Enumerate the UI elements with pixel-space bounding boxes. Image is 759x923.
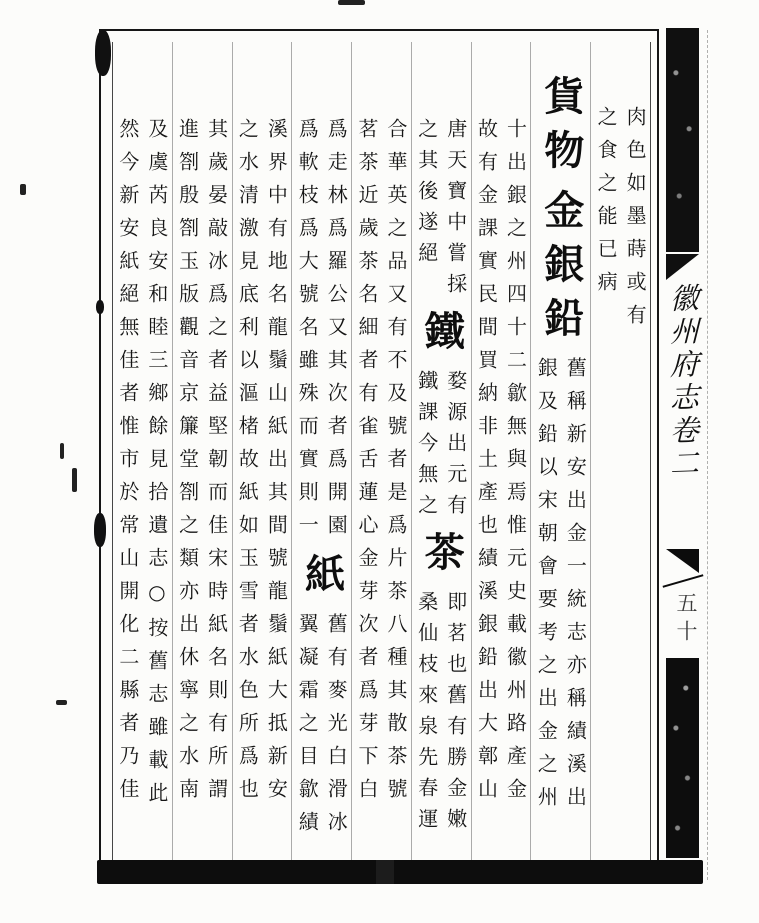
annotation-pair — [113, 118, 172, 815]
text-column — [411, 42, 471, 860]
fishtail-ornament-lower — [666, 549, 699, 573]
margin-rule-line — [707, 30, 708, 880]
text-column — [113, 42, 172, 860]
annotation-line-left: 鐵課今無之 — [414, 370, 439, 525]
bottom-border-band — [97, 860, 703, 884]
annotation-line-right: 肉色如墨蒔或有 — [623, 106, 648, 337]
annotation-pair — [292, 613, 351, 844]
text-column — [232, 42, 292, 860]
annotation-line-right: 及虞芮良安和睦三鄉餘見拾遺志○按舊志雖載此 — [144, 118, 169, 815]
spine-ink-bar-bottom — [666, 658, 699, 858]
ink-blob — [95, 30, 111, 76]
item-names: 金銀鉛 — [537, 189, 585, 351]
page-number: 五十 — [674, 592, 698, 648]
annotation-line-right: 舊稱新安出金一統志亦稱績溪出 — [563, 357, 588, 819]
annotation-line-right: 婺源出元有 — [443, 370, 468, 525]
text-column — [351, 42, 411, 860]
fishtail-line — [663, 574, 704, 587]
text-columns — [112, 42, 651, 860]
annotation-line-right: 唐天寶中嘗採 — [443, 118, 468, 304]
annotation-line-left: 桑仙枝來泉先春運 — [414, 591, 439, 839]
annotation-pair — [173, 118, 232, 811]
annotation-line-right: 十出銀之州四十二歙無與焉惟元史載徽州路產金 — [503, 118, 528, 811]
annotation-line-left: 翼凝霜之目歙績 — [295, 613, 320, 844]
annotation-line-right: 合華英之品又有不及號者是爲片茶八種其散茶號 — [383, 118, 408, 811]
text-column — [471, 42, 531, 860]
annotation-pair — [531, 357, 590, 819]
annotation-line-left: 之其後遂絕 — [414, 118, 439, 273]
annotation-line-left: 故有金課實民間買納非土產也績溪銀鉛出大鄣山 — [474, 118, 499, 811]
annotation-line-right: 爲走林爲羅公又其次者爲開園 — [324, 118, 349, 547]
spine-title: 徽州府志卷二 — [666, 282, 700, 482]
annotation-line-right: 其歲晏敲冰爲之者益堅韌而佳宋時紙名則有所謂 — [204, 118, 229, 811]
annotation-line-right: 即茗也舊有勝金嫩 — [443, 591, 468, 839]
annotation-line-left: 之水清激見底利以漚楮故紙如玉雪者水色所爲也 — [235, 118, 260, 811]
annotation-line-left: 進劄殷劄玉版觀音京簾堂劄之類亦出休寧之水南 — [175, 118, 200, 811]
ink-blob — [94, 513, 106, 547]
annotation-pair — [412, 591, 471, 839]
scan-speck — [60, 443, 64, 459]
annotation-line-right: 溪界中有地名龍鬚山紙出其間號龍鬚紙大抵新安 — [264, 118, 289, 811]
scan-speck — [338, 0, 365, 5]
scan-speck — [56, 700, 67, 705]
annotation-pair — [292, 118, 351, 547]
annotation-pair — [233, 118, 292, 811]
annotation-pair — [591, 106, 650, 337]
annotation-line-left: 茗茶近歲茶名細者有雀舌蓮心金芽次者爲芽下白 — [354, 118, 379, 811]
annotation-line-right: 舊有麥光白滑冰 — [324, 613, 349, 844]
annotation-pair — [412, 370, 471, 525]
annotation-line-left: 然今新安紙絕無佳者惟市於常山開化二縣者乃佳 — [115, 118, 140, 811]
text-column — [172, 42, 232, 860]
item-header: 紙 — [298, 553, 346, 607]
section-header: 貨物 — [537, 75, 585, 183]
annotation-pair — [352, 118, 411, 811]
spine-ink-bar-top — [666, 28, 699, 252]
item-header: 茶 — [418, 531, 466, 585]
item-header: 鐵 — [418, 310, 466, 364]
annotation-line-left: 爲軟枝爲大號名雖殊而實則一 — [295, 118, 320, 547]
ink-blob — [96, 300, 104, 314]
text-column — [590, 42, 650, 860]
annotation-line-left: 之食之能已病 — [594, 106, 619, 304]
text-column — [291, 42, 351, 860]
scan-speck — [20, 184, 26, 195]
annotation-line-left: 銀及鉛以宋朝會要考之出金之州 — [534, 357, 559, 819]
annotation-pair — [412, 118, 471, 304]
annotation-pair — [472, 118, 531, 811]
text-column — [530, 42, 590, 860]
scan-speck — [72, 468, 77, 492]
fishtail-ornament-top — [666, 254, 699, 280]
